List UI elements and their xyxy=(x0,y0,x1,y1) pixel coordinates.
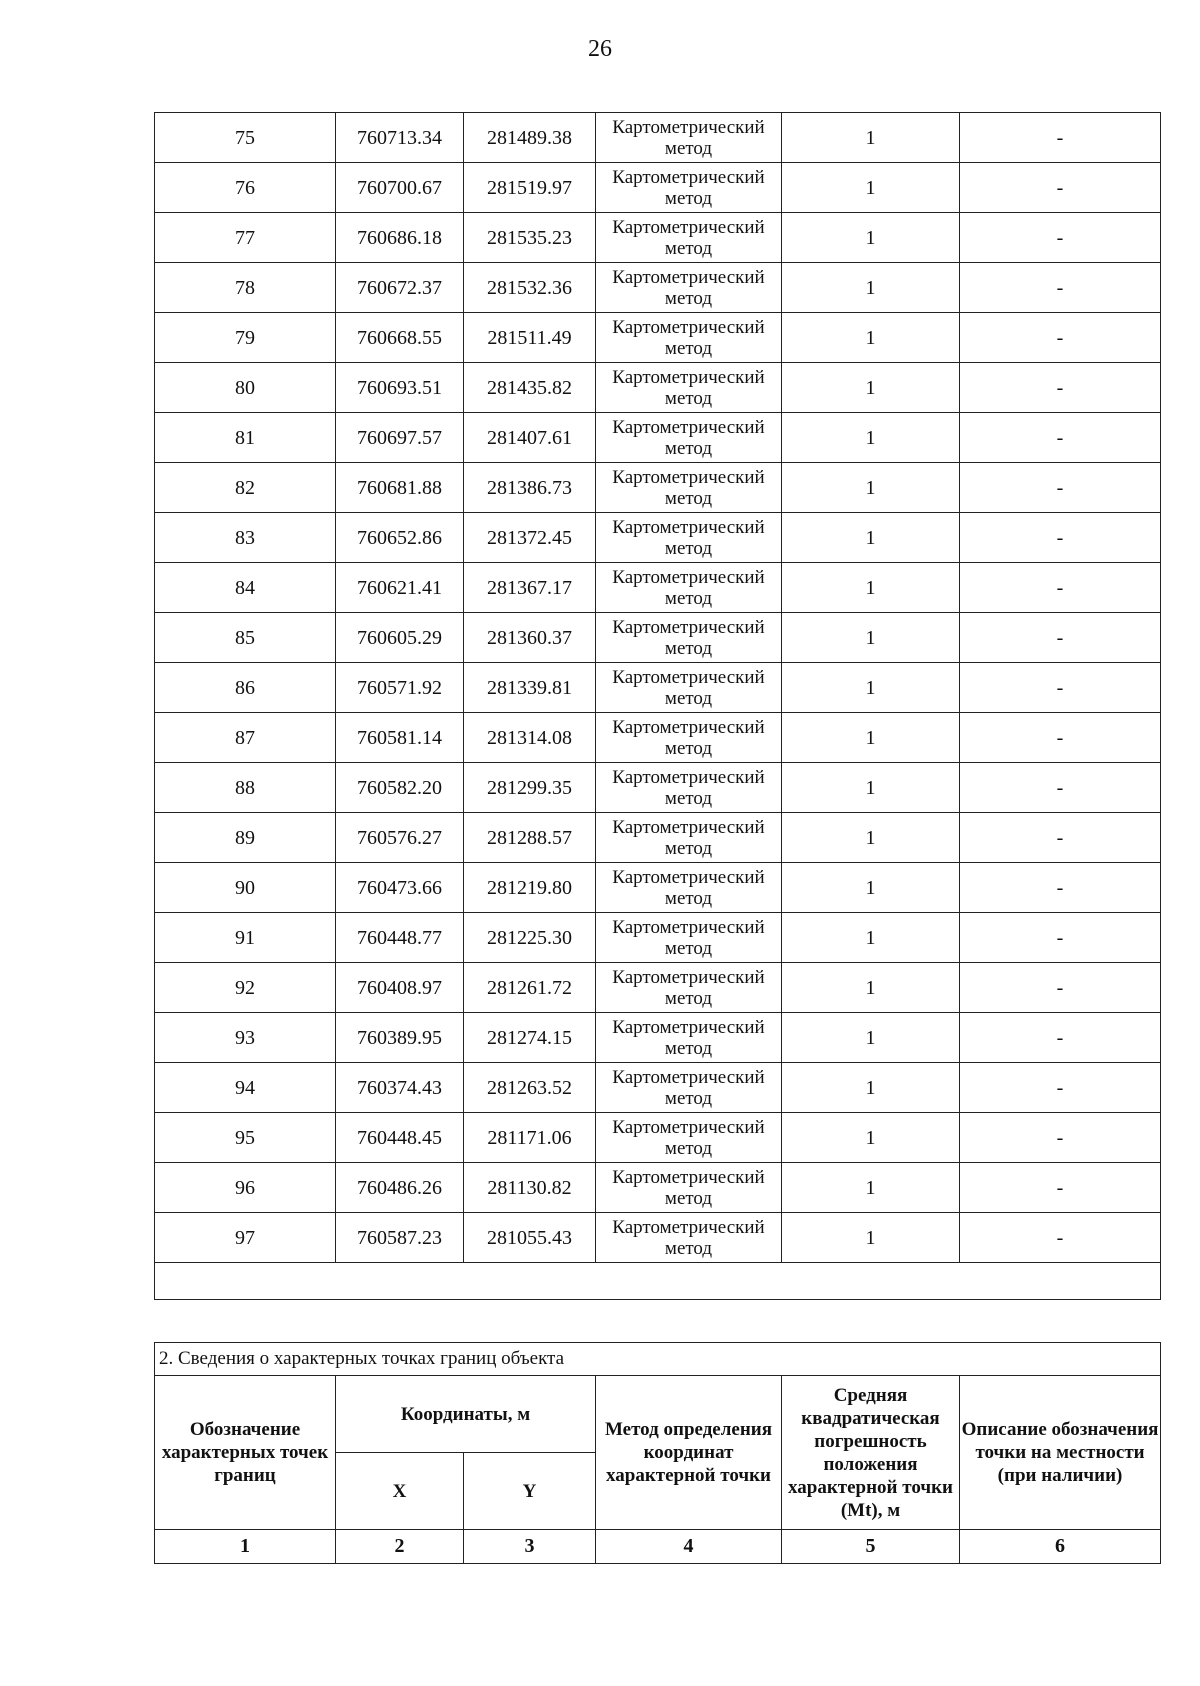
accuracy-cell: 1 xyxy=(782,513,960,563)
method-cell: Картометрический метод xyxy=(596,313,782,363)
accuracy-cell: 1 xyxy=(782,1013,960,1063)
accuracy-cell: 1 xyxy=(782,713,960,763)
x-coordinate-cell: 760582.20 xyxy=(336,763,464,813)
method-cell: Картометрический метод xyxy=(596,413,782,463)
method-cell: Картометрический метод xyxy=(596,863,782,913)
y-coordinate-cell: 281532.36 xyxy=(464,263,596,313)
description-cell: - xyxy=(960,463,1161,513)
point-number-cell: 91 xyxy=(155,913,336,963)
y-coordinate-cell: 281055.43 xyxy=(464,1213,596,1263)
empty-cell xyxy=(155,1263,1161,1300)
y-coordinate-cell: 281372.45 xyxy=(464,513,596,563)
column-number: 2 xyxy=(336,1530,464,1564)
y-coordinate-cell: 281407.61 xyxy=(464,413,596,463)
accuracy-cell: 1 xyxy=(782,813,960,863)
description-cell: - xyxy=(960,263,1161,313)
description-cell: - xyxy=(960,1063,1161,1113)
description-cell: - xyxy=(960,813,1161,863)
y-coordinate-cell: 281130.82 xyxy=(464,1163,596,1213)
accuracy-cell: 1 xyxy=(782,163,960,213)
point-number-cell: 81 xyxy=(155,413,336,463)
accuracy-cell: 1 xyxy=(782,613,960,663)
accuracy-cell: 1 xyxy=(782,913,960,963)
point-number-cell: 86 xyxy=(155,663,336,713)
y-coordinate-cell: 281219.80 xyxy=(464,863,596,913)
y-coordinate-cell: 281535.23 xyxy=(464,213,596,263)
x-coordinate-cell: 760448.77 xyxy=(336,913,464,963)
point-number-cell: 97 xyxy=(155,1213,336,1263)
point-number-cell: 93 xyxy=(155,1013,336,1063)
method-cell: Картометрический метод xyxy=(596,913,782,963)
y-coordinate-cell: 281225.30 xyxy=(464,913,596,963)
table-row xyxy=(155,813,1161,863)
description-cell: - xyxy=(960,1113,1161,1163)
method-cell: Картометрический метод xyxy=(596,363,782,413)
accuracy-cell: 1 xyxy=(782,263,960,313)
column-number: 4 xyxy=(596,1530,782,1564)
x-coordinate-cell: 760581.14 xyxy=(336,713,464,763)
x-coordinate-cell: 760713.34 xyxy=(336,113,464,163)
description-cell: - xyxy=(960,563,1161,613)
point-number-cell: 77 xyxy=(155,213,336,263)
y-coordinate-cell: 281263.52 xyxy=(464,1063,596,1113)
accuracy-cell: 1 xyxy=(782,363,960,413)
point-number-cell: 84 xyxy=(155,563,336,613)
accuracy-cell: 1 xyxy=(782,213,960,263)
empty-row xyxy=(155,1263,1161,1300)
column-number: 6 xyxy=(960,1530,1161,1564)
x-coordinate-cell: 760672.37 xyxy=(336,263,464,313)
point-number-cell: 83 xyxy=(155,513,336,563)
column-number: 1 xyxy=(155,1530,336,1564)
y-coordinate-cell: 281339.81 xyxy=(464,663,596,713)
accuracy-cell: 1 xyxy=(782,413,960,463)
page-number: 26 xyxy=(588,36,612,62)
table-row xyxy=(155,213,1161,263)
method-cell: Картометрический метод xyxy=(596,513,782,563)
boundary-points-table xyxy=(154,112,1161,1300)
x-coordinate-cell: 760374.43 xyxy=(336,1063,464,1113)
method-cell: Картометрический метод xyxy=(596,663,782,713)
table-row xyxy=(155,1163,1161,1213)
description-cell: - xyxy=(960,163,1161,213)
y-coordinate-cell: 281519.97 xyxy=(464,163,596,213)
table-row xyxy=(155,1113,1161,1163)
header-description: Описание обозначения точки на местности (при наличии) xyxy=(960,1376,1161,1530)
method-cell: Картометрический метод xyxy=(596,963,782,1013)
description-cell: - xyxy=(960,213,1161,263)
method-cell: Картометрический метод xyxy=(596,1213,782,1263)
x-coordinate-cell: 760486.26 xyxy=(336,1163,464,1213)
table-row xyxy=(155,663,1161,713)
method-cell: Картометрический метод xyxy=(596,1113,782,1163)
x-coordinate-cell: 760652.86 xyxy=(336,513,464,563)
method-cell: Картометрический метод xyxy=(596,1163,782,1213)
description-cell: - xyxy=(960,913,1161,963)
table-row xyxy=(155,113,1161,163)
y-coordinate-cell: 281435.82 xyxy=(464,363,596,413)
accuracy-cell: 1 xyxy=(782,1163,960,1213)
table-row xyxy=(155,763,1161,813)
table-row xyxy=(155,513,1161,563)
point-number-cell: 96 xyxy=(155,1163,336,1213)
accuracy-cell: 1 xyxy=(782,463,960,513)
column-number: 3 xyxy=(464,1530,596,1564)
description-cell: - xyxy=(960,313,1161,363)
y-coordinate-cell: 281171.06 xyxy=(464,1113,596,1163)
accuracy-cell: 1 xyxy=(782,313,960,363)
y-coordinate-cell: 281511.49 xyxy=(464,313,596,363)
description-cell: - xyxy=(960,1013,1161,1063)
table-row xyxy=(155,313,1161,363)
accuracy-cell: 1 xyxy=(782,1063,960,1113)
point-number-cell: 90 xyxy=(155,863,336,913)
table-row xyxy=(155,613,1161,663)
header-method: Метод определения координат характерной точки xyxy=(596,1376,782,1530)
x-coordinate-cell: 760389.95 xyxy=(336,1013,464,1063)
y-coordinate-cell: 281299.35 xyxy=(464,763,596,813)
table-row xyxy=(155,163,1161,213)
description-cell: - xyxy=(960,763,1161,813)
y-coordinate-cell: 281274.15 xyxy=(464,1013,596,1063)
y-coordinate-cell: 281489.38 xyxy=(464,113,596,163)
point-number-cell: 95 xyxy=(155,1113,336,1163)
method-cell: Картометрический метод xyxy=(596,163,782,213)
x-coordinate-cell: 760587.23 xyxy=(336,1213,464,1263)
method-cell: Картометрический метод xyxy=(596,613,782,663)
table-row xyxy=(155,1063,1161,1113)
method-cell: Картометрический метод xyxy=(596,1063,782,1113)
point-number-cell: 76 xyxy=(155,163,336,213)
point-number-cell: 88 xyxy=(155,763,336,813)
description-cell: - xyxy=(960,613,1161,663)
method-cell: Картометрический метод xyxy=(596,813,782,863)
method-cell: Картометрический метод xyxy=(596,763,782,813)
x-coordinate-cell: 760576.27 xyxy=(336,813,464,863)
accuracy-cell: 1 xyxy=(782,763,960,813)
table-row xyxy=(155,363,1161,413)
x-coordinate-cell: 760571.92 xyxy=(336,663,464,713)
point-number-cell: 87 xyxy=(155,713,336,763)
description-cell: - xyxy=(960,863,1161,913)
table-row xyxy=(155,263,1161,313)
table-row xyxy=(155,463,1161,513)
method-cell: Картометрический метод xyxy=(596,713,782,763)
x-coordinate-cell: 760473.66 xyxy=(336,863,464,913)
header-designation: Обозначение характерных точек границ xyxy=(155,1376,336,1530)
y-coordinate-cell: 281314.08 xyxy=(464,713,596,763)
point-number-cell: 85 xyxy=(155,613,336,663)
table-row xyxy=(155,913,1161,963)
table-row xyxy=(155,563,1161,613)
method-cell: Картометрический метод xyxy=(596,563,782,613)
x-coordinate-cell: 760448.45 xyxy=(336,1113,464,1163)
table-row xyxy=(155,863,1161,913)
accuracy-cell: 1 xyxy=(782,1213,960,1263)
x-coordinate-cell: 760408.97 xyxy=(336,963,464,1013)
y-coordinate-cell: 281288.57 xyxy=(464,813,596,863)
accuracy-cell: 1 xyxy=(782,663,960,713)
point-number-cell: 78 xyxy=(155,263,336,313)
column-number: 5 xyxy=(782,1530,960,1564)
method-cell: Картометрический метод xyxy=(596,463,782,513)
x-coordinate-cell: 760700.67 xyxy=(336,163,464,213)
boundary-points-rows xyxy=(155,113,1161,1300)
x-coordinate-cell: 760686.18 xyxy=(336,213,464,263)
description-cell: - xyxy=(960,1213,1161,1263)
x-coordinate-cell: 760697.57 xyxy=(336,413,464,463)
description-cell: - xyxy=(960,713,1161,763)
point-number-cell: 94 xyxy=(155,1063,336,1113)
accuracy-cell: 1 xyxy=(782,563,960,613)
method-cell: Картометрический метод xyxy=(596,113,782,163)
accuracy-cell: 1 xyxy=(782,1113,960,1163)
x-coordinate-cell: 760681.88 xyxy=(336,463,464,513)
y-coordinate-cell: 281261.72 xyxy=(464,963,596,1013)
description-cell: - xyxy=(960,663,1161,713)
y-coordinate-cell: 281367.17 xyxy=(464,563,596,613)
y-coordinate-cell: 281360.37 xyxy=(464,613,596,663)
accuracy-cell: 1 xyxy=(782,963,960,1013)
description-cell: - xyxy=(960,363,1161,413)
accuracy-cell: 1 xyxy=(782,113,960,163)
table-row xyxy=(155,1013,1161,1063)
accuracy-cell: 1 xyxy=(782,863,960,913)
point-number-cell: 75 xyxy=(155,113,336,163)
method-cell: Картометрический метод xyxy=(596,263,782,313)
header-accuracy: Средняя квадратическая погрешность положения характерной точки (Mt), м xyxy=(782,1376,960,1530)
table-row xyxy=(155,413,1161,463)
header-y: Y xyxy=(464,1453,596,1530)
point-number-cell: 89 xyxy=(155,813,336,863)
x-coordinate-cell: 760621.41 xyxy=(336,563,464,613)
x-coordinate-cell: 760693.51 xyxy=(336,363,464,413)
method-cell: Картометрический метод xyxy=(596,213,782,263)
point-number-cell: 80 xyxy=(155,363,336,413)
x-coordinate-cell: 760605.29 xyxy=(336,613,464,663)
method-cell: Картометрический метод xyxy=(596,1013,782,1063)
table-row xyxy=(155,1213,1161,1263)
description-cell: - xyxy=(960,513,1161,563)
header-x: X xyxy=(336,1453,464,1530)
point-number-cell: 79 xyxy=(155,313,336,363)
section-title: 2. Сведения о характерных точках границ объекта xyxy=(155,1343,1161,1376)
description-cell: - xyxy=(960,413,1161,463)
x-coordinate-cell: 760668.55 xyxy=(336,313,464,363)
point-number-cell: 92 xyxy=(155,963,336,1013)
y-coordinate-cell: 281386.73 xyxy=(464,463,596,513)
description-cell: - xyxy=(960,963,1161,1013)
description-cell: - xyxy=(960,113,1161,163)
table-row xyxy=(155,963,1161,1013)
section-2-table xyxy=(154,1342,1161,1564)
table-row xyxy=(155,713,1161,763)
header-coordinates: Координаты, м xyxy=(336,1376,596,1453)
description-cell: - xyxy=(960,1163,1161,1213)
point-number-cell: 82 xyxy=(155,463,336,513)
